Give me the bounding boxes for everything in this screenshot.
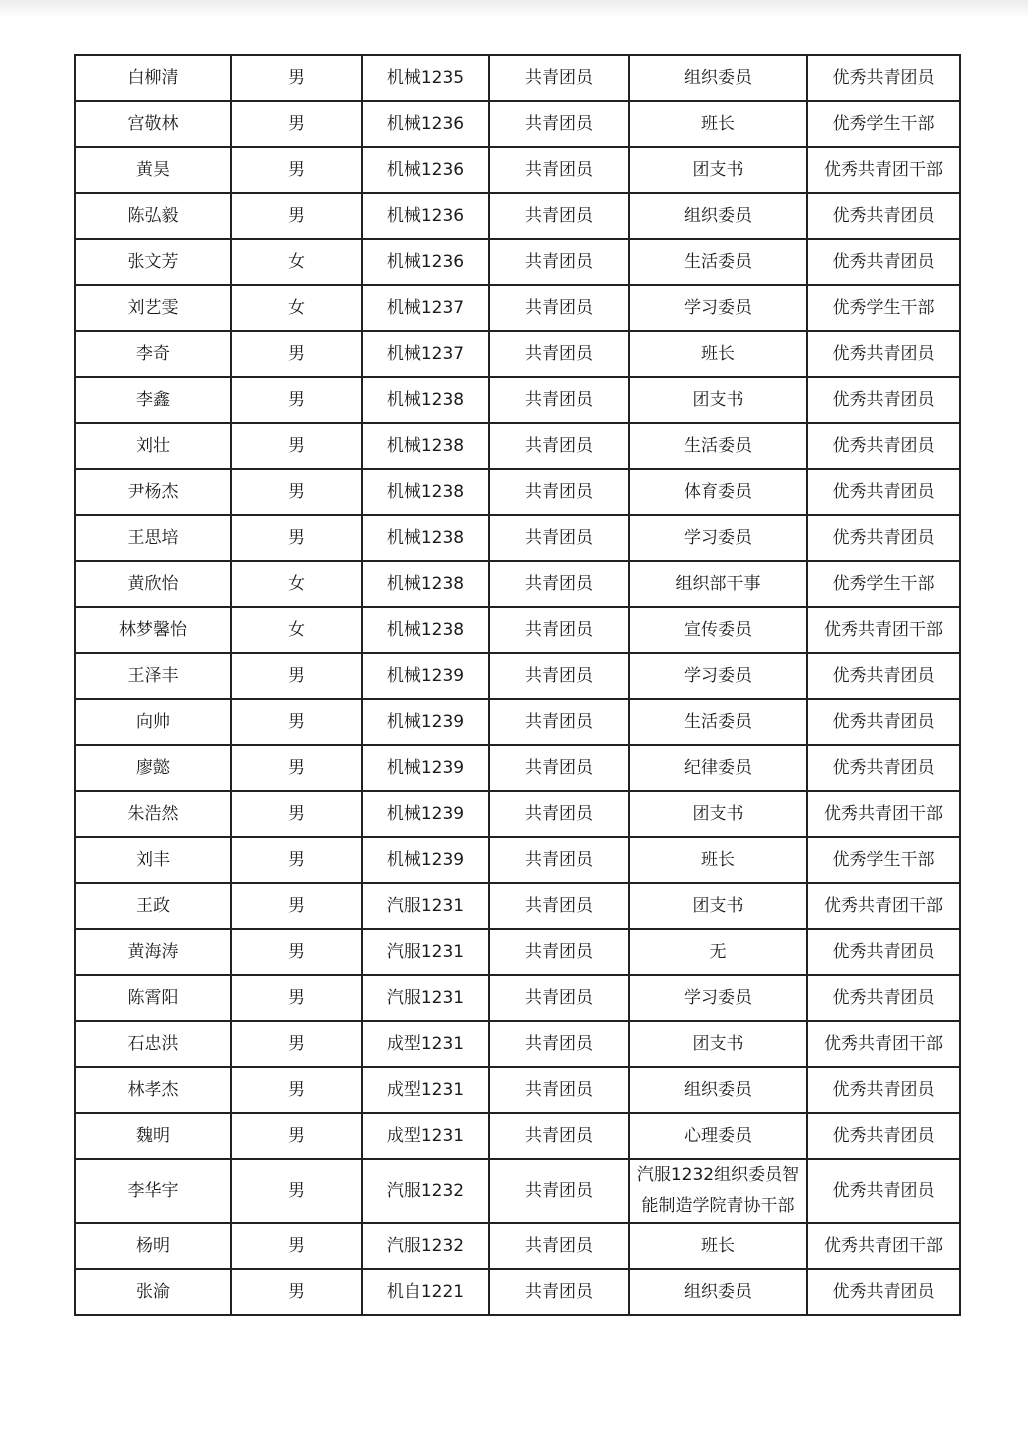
name-cell: 王政 xyxy=(75,883,231,929)
position-cell: 体育委员 xyxy=(629,469,807,515)
class-cell: 机械1238 xyxy=(362,423,489,469)
name-cell: 陈霄阳 xyxy=(75,975,231,1021)
table-row xyxy=(75,745,960,791)
name-cell: 李奇 xyxy=(75,331,231,377)
position-cell: 无 xyxy=(629,929,807,975)
position-cell: 组织委员 xyxy=(629,193,807,239)
name-cell: 向帅 xyxy=(75,699,231,745)
gender-cell: 男 xyxy=(231,423,362,469)
award-cell: 优秀共青团员 xyxy=(807,1067,960,1113)
table-row xyxy=(75,55,960,101)
political-status-cell: 共青团员 xyxy=(489,377,629,423)
class-cell: 汽服1231 xyxy=(362,883,489,929)
class-cell: 机械1236 xyxy=(362,193,489,239)
award-cell: 优秀共青团员 xyxy=(807,423,960,469)
class-cell: 机械1236 xyxy=(362,239,489,285)
award-list-table xyxy=(74,54,961,1316)
position-cell: 班长 xyxy=(629,837,807,883)
political-status-cell: 共青团员 xyxy=(489,791,629,837)
award-cell: 优秀共青团员 xyxy=(807,653,960,699)
award-cell: 优秀共青团员 xyxy=(807,1159,960,1223)
position-cell: 学习委员 xyxy=(629,975,807,1021)
table-row xyxy=(75,515,960,561)
position-cell: 汽服1232组织委员智能制造学院青协干部 xyxy=(629,1159,807,1223)
gender-cell: 男 xyxy=(231,745,362,791)
award-cell: 优秀共青团员 xyxy=(807,975,960,1021)
award-cell: 优秀共青团员 xyxy=(807,1113,960,1159)
position-cell: 团支书 xyxy=(629,791,807,837)
gender-cell: 男 xyxy=(231,1067,362,1113)
award-cell: 优秀共青团员 xyxy=(807,239,960,285)
award-cell: 优秀共青团干部 xyxy=(807,1021,960,1067)
political-status-cell: 共青团员 xyxy=(489,55,629,101)
political-status-cell: 共青团员 xyxy=(489,653,629,699)
class-cell: 机械1238 xyxy=(362,469,489,515)
gender-cell: 女 xyxy=(231,239,362,285)
political-status-cell: 共青团员 xyxy=(489,1113,629,1159)
gender-cell: 男 xyxy=(231,147,362,193)
position-cell: 生活委员 xyxy=(629,423,807,469)
position-cell: 团支书 xyxy=(629,147,807,193)
gender-cell: 男 xyxy=(231,791,362,837)
table-row xyxy=(75,469,960,515)
political-status-cell: 共青团员 xyxy=(489,515,629,561)
name-cell: 宫敬林 xyxy=(75,101,231,147)
position-cell: 生活委员 xyxy=(629,239,807,285)
gender-cell: 男 xyxy=(231,699,362,745)
gender-cell: 男 xyxy=(231,653,362,699)
table-row xyxy=(75,1269,960,1315)
political-status-cell: 共青团员 xyxy=(489,147,629,193)
position-cell: 团支书 xyxy=(629,883,807,929)
gender-cell: 男 xyxy=(231,883,362,929)
award-cell: 优秀共青团员 xyxy=(807,699,960,745)
gender-cell: 男 xyxy=(231,193,362,239)
gender-cell: 男 xyxy=(231,837,362,883)
class-cell: 机械1239 xyxy=(362,699,489,745)
political-status-cell: 共青团员 xyxy=(489,837,629,883)
political-status-cell: 共青团员 xyxy=(489,1159,629,1223)
award-cell: 优秀共青团干部 xyxy=(807,791,960,837)
name-cell: 王思培 xyxy=(75,515,231,561)
name-cell: 尹杨杰 xyxy=(75,469,231,515)
award-cell: 优秀共青团员 xyxy=(807,377,960,423)
class-cell: 机械1237 xyxy=(362,331,489,377)
position-cell: 心理委员 xyxy=(629,1113,807,1159)
position-cell: 生活委员 xyxy=(629,699,807,745)
name-cell: 张文芳 xyxy=(75,239,231,285)
award-cell: 优秀学生干部 xyxy=(807,837,960,883)
award-cell: 优秀共青团员 xyxy=(807,331,960,377)
gender-cell: 男 xyxy=(231,929,362,975)
class-cell: 成型1231 xyxy=(362,1021,489,1067)
class-cell: 汽服1232 xyxy=(362,1159,489,1223)
position-cell: 学习委员 xyxy=(629,515,807,561)
table-row xyxy=(75,193,960,239)
position-cell: 组织部干事 xyxy=(629,561,807,607)
position-cell: 团支书 xyxy=(629,1021,807,1067)
name-cell: 杨明 xyxy=(75,1223,231,1269)
gender-cell: 女 xyxy=(231,561,362,607)
award-cell: 优秀共青团员 xyxy=(807,55,960,101)
name-cell: 林梦馨怡 xyxy=(75,607,231,653)
award-cell: 优秀共青团干部 xyxy=(807,607,960,653)
award-cell: 优秀共青团员 xyxy=(807,515,960,561)
name-cell: 林孝杰 xyxy=(75,1067,231,1113)
class-cell: 机械1237 xyxy=(362,285,489,331)
gender-cell: 女 xyxy=(231,607,362,653)
position-cell: 班长 xyxy=(629,331,807,377)
political-status-cell: 共青团员 xyxy=(489,561,629,607)
name-cell: 刘丰 xyxy=(75,837,231,883)
name-cell: 白柳清 xyxy=(75,55,231,101)
political-status-cell: 共青团员 xyxy=(489,1223,629,1269)
gender-cell: 男 xyxy=(231,1223,362,1269)
table-row xyxy=(75,423,960,469)
name-cell: 廖懿 xyxy=(75,745,231,791)
class-cell: 机械1239 xyxy=(362,745,489,791)
class-cell: 机械1236 xyxy=(362,101,489,147)
gender-cell: 男 xyxy=(231,55,362,101)
gender-cell: 男 xyxy=(231,331,362,377)
award-cell: 优秀共青团干部 xyxy=(807,883,960,929)
table-row xyxy=(75,101,960,147)
gender-cell: 男 xyxy=(231,377,362,423)
gender-cell: 男 xyxy=(231,1159,362,1223)
position-cell: 团支书 xyxy=(629,377,807,423)
position-cell: 组织委员 xyxy=(629,1067,807,1113)
class-cell: 汽服1231 xyxy=(362,975,489,1021)
table-row xyxy=(75,975,960,1021)
table-row xyxy=(75,1113,960,1159)
political-status-cell: 共青团员 xyxy=(489,929,629,975)
political-status-cell: 共青团员 xyxy=(489,285,629,331)
table-row xyxy=(75,791,960,837)
class-cell: 机械1239 xyxy=(362,653,489,699)
gender-cell: 男 xyxy=(231,1269,362,1315)
gender-cell: 男 xyxy=(231,515,362,561)
political-status-cell: 共青团员 xyxy=(489,1021,629,1067)
class-cell: 机械1239 xyxy=(362,837,489,883)
award-list-table-container xyxy=(74,54,959,1316)
table-row xyxy=(75,1223,960,1269)
class-cell: 机械1238 xyxy=(362,561,489,607)
political-status-cell: 共青团员 xyxy=(489,423,629,469)
award-cell: 优秀共青团干部 xyxy=(807,1223,960,1269)
name-cell: 黄欣怡 xyxy=(75,561,231,607)
class-cell: 机械1239 xyxy=(362,791,489,837)
table-row xyxy=(75,561,960,607)
award-cell: 优秀共青团干部 xyxy=(807,147,960,193)
name-cell: 刘壮 xyxy=(75,423,231,469)
position-cell: 组织委员 xyxy=(629,1269,807,1315)
award-cell: 优秀共青团员 xyxy=(807,1269,960,1315)
class-cell: 机械1236 xyxy=(362,147,489,193)
class-cell: 成型1231 xyxy=(362,1067,489,1113)
position-cell: 班长 xyxy=(629,1223,807,1269)
class-cell: 成型1231 xyxy=(362,1113,489,1159)
gender-cell: 女 xyxy=(231,285,362,331)
political-status-cell: 共青团员 xyxy=(489,883,629,929)
table-row xyxy=(75,1067,960,1113)
political-status-cell: 共青团员 xyxy=(489,331,629,377)
award-cell: 优秀共青团员 xyxy=(807,469,960,515)
table-row xyxy=(75,837,960,883)
class-cell: 汽服1231 xyxy=(362,929,489,975)
name-cell: 李鑫 xyxy=(75,377,231,423)
gender-cell: 男 xyxy=(231,975,362,1021)
table-row xyxy=(75,883,960,929)
position-cell: 学习委员 xyxy=(629,653,807,699)
political-status-cell: 共青团员 xyxy=(489,975,629,1021)
name-cell: 李华宇 xyxy=(75,1159,231,1223)
gender-cell: 男 xyxy=(231,469,362,515)
position-cell: 组织委员 xyxy=(629,55,807,101)
class-cell: 汽服1232 xyxy=(362,1223,489,1269)
class-cell: 机械1235 xyxy=(362,55,489,101)
name-cell: 黄海涛 xyxy=(75,929,231,975)
political-status-cell: 共青团员 xyxy=(489,239,629,285)
table-row xyxy=(75,653,960,699)
name-cell: 朱浩然 xyxy=(75,791,231,837)
table-row xyxy=(75,285,960,331)
table-row xyxy=(75,1159,960,1223)
award-cell: 优秀学生干部 xyxy=(807,101,960,147)
class-cell: 机械1238 xyxy=(362,377,489,423)
award-cell: 优秀共青团员 xyxy=(807,929,960,975)
class-cell: 机械1238 xyxy=(362,515,489,561)
name-cell: 黄昊 xyxy=(75,147,231,193)
gender-cell: 男 xyxy=(231,101,362,147)
name-cell: 陈弘毅 xyxy=(75,193,231,239)
table-row xyxy=(75,331,960,377)
name-cell: 王泽丰 xyxy=(75,653,231,699)
table-row xyxy=(75,699,960,745)
political-status-cell: 共青团员 xyxy=(489,193,629,239)
table-row xyxy=(75,147,960,193)
table-row xyxy=(75,929,960,975)
position-cell: 学习委员 xyxy=(629,285,807,331)
gender-cell: 男 xyxy=(231,1021,362,1067)
political-status-cell: 共青团员 xyxy=(489,745,629,791)
gender-cell: 男 xyxy=(231,1113,362,1159)
name-cell: 石忠洪 xyxy=(75,1021,231,1067)
name-cell: 魏明 xyxy=(75,1113,231,1159)
name-cell: 刘艺雯 xyxy=(75,285,231,331)
class-cell: 机自1221 xyxy=(362,1269,489,1315)
table-row xyxy=(75,607,960,653)
table-row xyxy=(75,377,960,423)
political-status-cell: 共青团员 xyxy=(489,1269,629,1315)
table-row xyxy=(75,239,960,285)
table-body xyxy=(75,55,960,1315)
political-status-cell: 共青团员 xyxy=(489,469,629,515)
award-cell: 优秀共青团员 xyxy=(807,745,960,791)
award-cell: 优秀学生干部 xyxy=(807,285,960,331)
award-cell: 优秀共青团员 xyxy=(807,193,960,239)
table-row xyxy=(75,1021,960,1067)
political-status-cell: 共青团员 xyxy=(489,1067,629,1113)
political-status-cell: 共青团员 xyxy=(489,699,629,745)
position-cell: 宣传委员 xyxy=(629,607,807,653)
class-cell: 机械1238 xyxy=(362,607,489,653)
award-cell: 优秀学生干部 xyxy=(807,561,960,607)
political-status-cell: 共青团员 xyxy=(489,101,629,147)
position-cell: 班长 xyxy=(629,101,807,147)
name-cell: 张渝 xyxy=(75,1269,231,1315)
scan-top-edge xyxy=(0,0,1028,18)
position-cell: 纪律委员 xyxy=(629,745,807,791)
political-status-cell: 共青团员 xyxy=(489,607,629,653)
